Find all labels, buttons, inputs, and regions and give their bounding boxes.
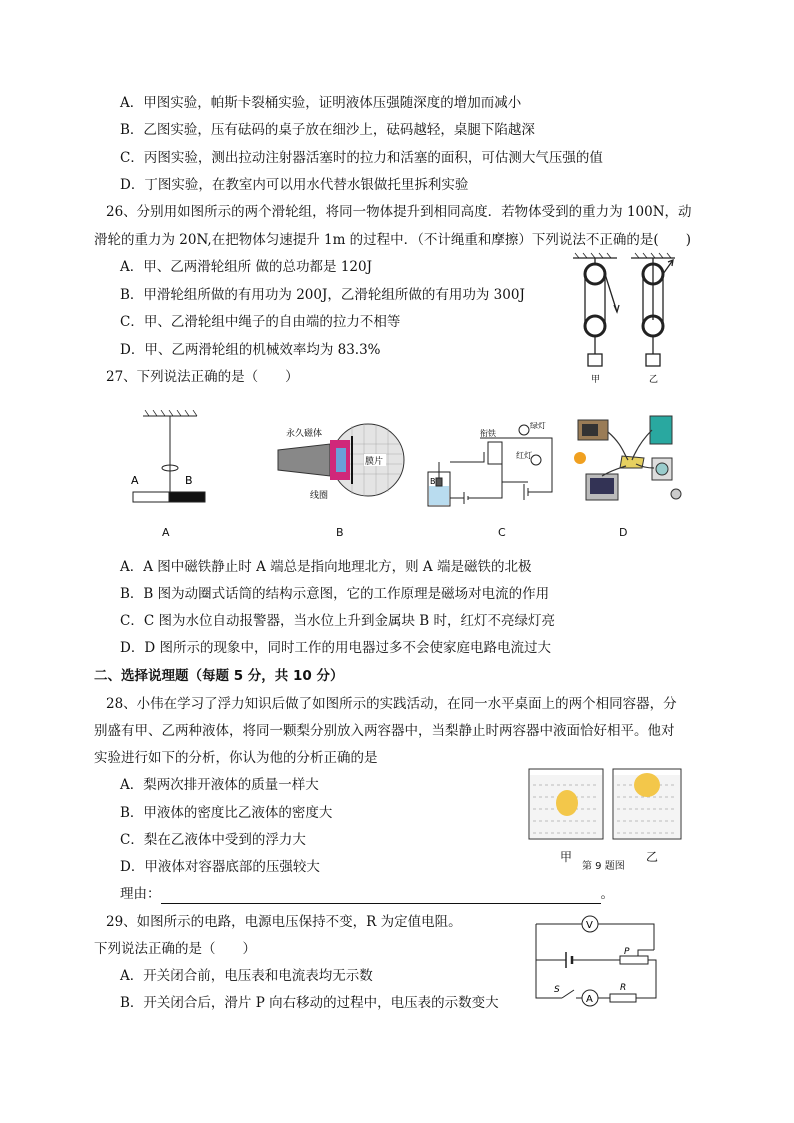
q26-stem-line2: 滑轮的重力为 20N,在把物体匀速提升 1m 的过程中．（不计绳重和摩擦）下列说法不正确的是( ): [94, 232, 691, 248]
q28-stem-line2: 别盛有甲、乙两种液体，将同一颗梨分别放入两容器中，当梨静止时两容器中液面恰好相平。他对: [94, 723, 675, 739]
q26-option-a: A．甲、乙两滑轮组所 做的总功都是 120J: [120, 259, 373, 275]
beaker-caption: 第 9 题图: [582, 861, 625, 872]
fig-a-label-a: A: [131, 474, 139, 487]
q28-reason-label: 理由：: [120, 886, 161, 902]
figure-c-alarm: [424, 422, 560, 514]
q28-reason-line: [120, 884, 614, 904]
q26-stem-line1: 26、分别用如图所示的两个滑轮组，将同一物体提升到相同高度．若物体受到的重力为 100N，动: [106, 204, 692, 220]
q28-option-a: A．梨两次排开液体的质量一样大: [120, 777, 319, 793]
circuit-s-label: S: [554, 985, 560, 995]
fig-b-magnet-label: 永久磁体: [286, 429, 323, 439]
q26-option-c: C．甲、乙滑轮组中绳子的自由端的拉力不相等: [120, 314, 401, 330]
pulley-figure: [565, 250, 685, 390]
beaker-label-yi: 乙: [646, 850, 659, 864]
q27-option-a: A．A 图中磁铁静止时 A 端总是指向地理北方，则 A 端是磁铁的北极: [120, 559, 532, 575]
q27-option-b: B．B 图为动圈式话筒的结构示意图，它的工作原理是磁场对电流的作用: [120, 586, 550, 602]
q25-option-c: C．丙图实验，测出拉动注射器活塞时的拉力和活塞的面积，可估测大气压强的值: [120, 150, 603, 166]
fig-caption-d: D: [619, 526, 628, 539]
q28-option-d: D．甲液体对容器底部的压强较大: [120, 859, 320, 875]
q28-option-b: B．甲液体的密度比乙液体的密度大: [120, 805, 333, 821]
q29-stem-line1: 29、如图所示的电路，电源电压保持不变，R 为定值电阻。: [106, 914, 462, 930]
beaker-figure: [525, 755, 685, 845]
beaker-label-jia: 甲: [560, 850, 573, 864]
pulley-label-jia: 甲: [591, 375, 601, 385]
circuit-r-label: R: [620, 983, 627, 993]
q27-option-d: D．D 图所示的现象中，同时工作的用电器过多不会使家庭电路电流过大: [120, 640, 551, 656]
fig-b-membrane-label: 膜片: [365, 457, 384, 467]
fig-caption-b: B: [336, 526, 344, 539]
circuit-figure: [528, 912, 668, 1012]
circuit-v-label: V: [586, 920, 593, 931]
circuit-p-label: P: [624, 947, 630, 957]
q29-option-a: A．开关闭合前，电压表和电流表均无示数: [120, 968, 373, 984]
section2-heading: 二、选择说理题（每题 5 分，共 10 分）: [94, 668, 344, 684]
fig-b-coil-label: 线圈: [310, 491, 329, 501]
circuit-a-label: A: [586, 994, 593, 1005]
pulley-label-yi: 乙: [649, 375, 659, 385]
fig-c-b-label: B: [430, 477, 436, 486]
figure-a-magnet: [125, 410, 210, 510]
q28-stem-line1: 28、小伟在学习了浮力知识后做了如图所示的实践活动，在同一水平桌面上的两个相同容器，分: [106, 696, 677, 712]
fig-c-iron-label: 衔铁: [480, 429, 496, 438]
q27-option-c: C．C 图为水位自动报警器，当水位上升到金属块 B 时，红灯不亮绿灯亮: [120, 613, 555, 629]
figure-b-microphone: [270, 410, 410, 510]
fig-c-green-label: 绿灯: [530, 422, 546, 430]
q29-stem-line2: 下列说法正确的是（ ）: [94, 941, 256, 957]
q26-option-d: D．甲、乙两滑轮组的机械效率均为 83.3%: [120, 342, 381, 358]
q26-option-b: B．甲滑轮组所做的有用功为 200J，乙滑轮组所做的有用功为 300J: [120, 287, 525, 303]
q25-option-d: D．丁图实验，在教室内可以用水代替水银做托里拆利实验: [120, 177, 469, 193]
q25-option-b: B．乙图实验，压有砝码的桌子放在细沙上，砝码越轻，桌腿下陷越深: [120, 122, 535, 138]
q28-reason-blank[interactable]: [161, 889, 601, 904]
q28-option-c: C．梨在乙液体中受到的浮力大: [120, 832, 306, 848]
fig-a-label-b: B: [185, 474, 193, 487]
q27-stem: 27、下列说法正确的是（ ）: [106, 369, 299, 385]
q28-reason-end: 。: [600, 886, 614, 902]
q25-option-a: A．甲图实验，帕斯卡裂桶实验，证明液体压强随深度的增加而减小: [120, 95, 522, 111]
fig-c-red-label: 红灯: [516, 451, 532, 460]
q29-option-b: B．开关闭合后，滑片 P 向右移动的过程中，电压表的示数变大: [120, 995, 499, 1011]
fig-caption-a: A: [162, 526, 170, 539]
figure-d-overload: [572, 410, 684, 514]
q28-stem-line3: 实验进行如下的分析，你认为他的分析正确的是: [94, 750, 378, 766]
fig-caption-c: C: [498, 526, 506, 539]
